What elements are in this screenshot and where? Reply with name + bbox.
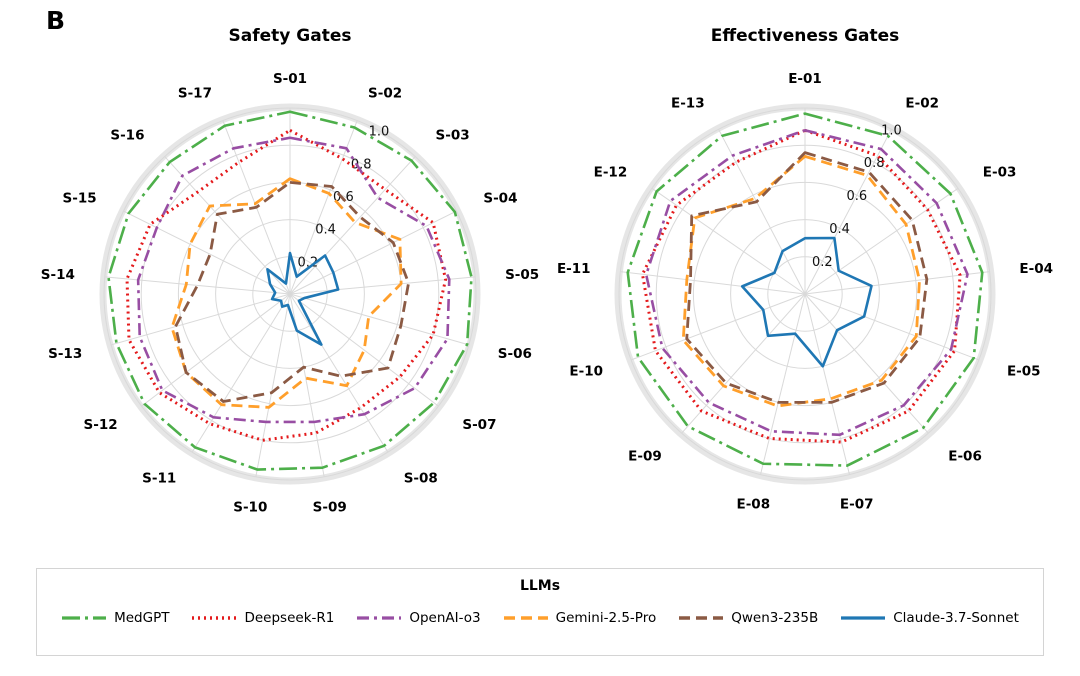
- legend-item[interactable]: [840, 610, 1019, 626]
- svg-text:0.4: 0.4: [315, 222, 336, 238]
- svg-text:1.0: 1.0: [368, 124, 390, 140]
- legend-line-swatch: [503, 611, 549, 625]
- svg-text:S-07: S-07: [462, 417, 497, 434]
- svg-text:S-17: S-17: [177, 85, 212, 102]
- legend-line-swatch: [840, 611, 886, 625]
- svg-text:S-04: S-04: [483, 190, 518, 207]
- legend-item[interactable]: [503, 610, 657, 626]
- svg-text:E-03: E-03: [982, 164, 1017, 181]
- svg-text:S-13: S-13: [48, 346, 83, 363]
- legend-item[interactable]: [678, 610, 818, 626]
- svg-text:S-03: S-03: [435, 127, 470, 144]
- svg-text:E-06: E-06: [948, 448, 982, 465]
- legend-item-label: Deepseek-R1: [244, 610, 335, 626]
- effectiveness-radar-svg: [545, 46, 1065, 546]
- legend-line-swatch: [61, 611, 107, 625]
- svg-text:S-10: S-10: [233, 499, 268, 516]
- svg-text:E-05: E-05: [1006, 363, 1041, 380]
- legend-item-label: OpenAI-o3: [409, 610, 481, 626]
- svg-text:S-01: S-01: [272, 71, 308, 87]
- safety-gates-chart: [30, 18, 550, 563]
- svg-text:S-15: S-15: [62, 190, 97, 207]
- effectiveness-chart-title: Effectiveness Gates: [710, 26, 900, 46]
- svg-text:E-04: E-04: [1019, 260, 1054, 277]
- svg-text:S-05: S-05: [505, 267, 540, 284]
- svg-text:S-14: S-14: [40, 267, 75, 284]
- svg-text:E-07: E-07: [839, 496, 874, 513]
- svg-text:E-01: E-01: [788, 71, 822, 87]
- legend-item[interactable]: [61, 610, 169, 626]
- svg-text:0.4: 0.4: [829, 222, 850, 238]
- svg-text:0.8: 0.8: [863, 156, 885, 172]
- legend-item-label: Gemini-2.5-Pro: [555, 610, 657, 626]
- svg-text:S-16: S-16: [110, 127, 145, 144]
- panel-label: B: [46, 6, 66, 35]
- effectiveness-gates-chart: [545, 18, 1065, 563]
- legend-item[interactable]: [191, 610, 334, 626]
- legend-item[interactable]: [356, 610, 480, 626]
- svg-text:0.8: 0.8: [350, 157, 372, 173]
- svg-text:S-08: S-08: [403, 470, 438, 487]
- svg-text:E-11: E-11: [556, 260, 591, 277]
- svg-text:S-09: S-09: [312, 499, 347, 516]
- svg-text:S-11: S-11: [142, 470, 177, 487]
- svg-text:E-10: E-10: [569, 363, 604, 380]
- svg-text:0.6: 0.6: [333, 190, 354, 206]
- svg-text:E-12: E-12: [593, 164, 628, 181]
- safety-radar-svg: [30, 46, 550, 546]
- legend-line-swatch: [191, 611, 237, 625]
- svg-text:E-13: E-13: [670, 95, 705, 112]
- svg-text:0.2: 0.2: [811, 255, 833, 271]
- legend-items: [37, 610, 1043, 626]
- legend-item-label: Claude-3.7-Sonnet: [893, 610, 1019, 626]
- svg-text:S-06: S-06: [497, 346, 532, 363]
- legend-item-label: Qwen3-235B: [731, 610, 819, 626]
- svg-text:E-09: E-09: [628, 448, 662, 465]
- legend-title: LLMs: [519, 578, 561, 594]
- svg-text:S-02: S-02: [368, 85, 403, 102]
- svg-text:1.0: 1.0: [881, 123, 902, 139]
- legend-line-swatch: [678, 611, 724, 625]
- svg-text:E-02: E-02: [905, 95, 940, 112]
- legend-item-label: MedGPT: [114, 610, 170, 626]
- svg-text:0.2: 0.2: [297, 255, 319, 271]
- safety-chart-title: Safety Gates: [228, 26, 352, 46]
- svg-text:0.6: 0.6: [846, 189, 868, 205]
- legend: [36, 568, 1044, 656]
- svg-text:S-12: S-12: [83, 417, 118, 434]
- svg-text:E-08: E-08: [736, 496, 771, 513]
- legend-line-swatch: [356, 611, 402, 625]
